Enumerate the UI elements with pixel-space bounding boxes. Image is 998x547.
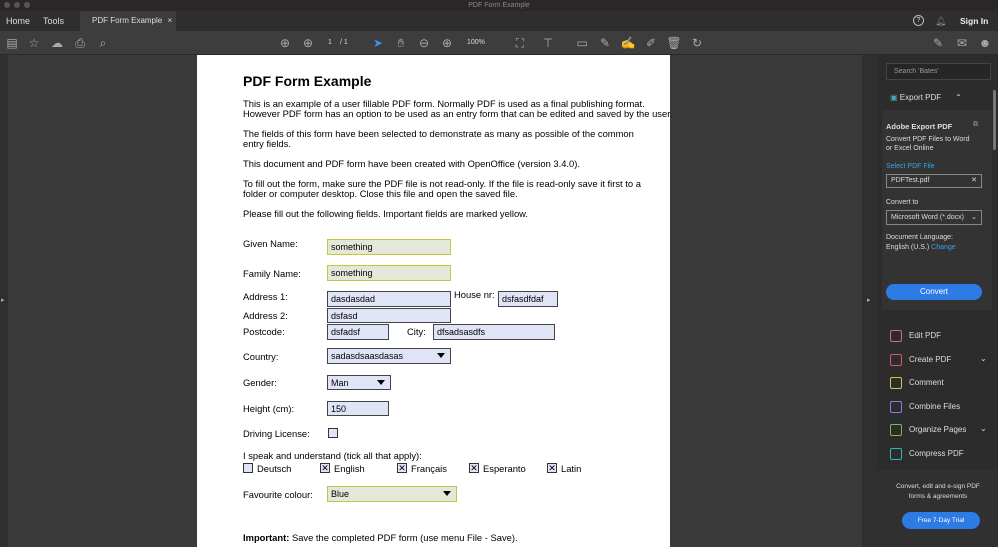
chevron-down-icon[interactable]: ⌄ xyxy=(980,424,987,433)
export-pdf-title: Export PDF xyxy=(899,93,942,102)
adobe-export-title: Adobe Export PDF xyxy=(886,122,953,131)
country-label: Country: xyxy=(243,351,279,362)
gender-value: Man xyxy=(331,378,349,388)
zoom-level[interactable]: 100% xyxy=(467,39,485,46)
language-label: Deutsch xyxy=(257,463,292,474)
address1-input[interactable]: dasdasdad xyxy=(327,291,451,307)
house-nr-label: House nr: xyxy=(454,289,495,300)
select-cursor-icon[interactable]: ➤ xyxy=(372,36,384,50)
close-tab-icon[interactable]: × xyxy=(167,16,173,25)
language-value: English (U.S.) xyxy=(886,244,930,251)
tool-label: Compress PDF xyxy=(909,448,964,458)
colour-value: Blue xyxy=(331,489,350,499)
language-checkbox-français[interactable]: ✕ xyxy=(398,463,406,473)
right-panel-toggle[interactable] xyxy=(862,55,878,547)
address2-input[interactable]: dsfasd xyxy=(327,308,451,323)
promo-area xyxy=(878,470,998,547)
left-panel-toggle[interactable] xyxy=(0,55,8,547)
organize-pages-icon xyxy=(890,424,902,436)
collapse-right-icon: ▸ xyxy=(867,297,871,304)
file-name: PDFTest.pdf xyxy=(891,177,930,184)
convert-to-label: Convert to xyxy=(886,199,919,206)
selected-file-field[interactable] xyxy=(886,174,982,188)
right-tools-panel xyxy=(878,55,998,547)
height-input[interactable]: 150 xyxy=(327,401,389,416)
zoom-in-icon[interactable]: ⊕ xyxy=(441,36,453,50)
sign-icon[interactable]: ✍ xyxy=(620,36,636,50)
promo-line-2: forms & agreements xyxy=(908,493,968,500)
paragraph-1-line-2: However PDF form has an option to be used as an entry form that can be edited and saved by the user. xyxy=(243,108,673,119)
height-label: Height (cm): xyxy=(243,403,295,414)
tab-document-label: PDF Form Example xyxy=(92,16,163,25)
given-name-label: Given Name: xyxy=(243,238,298,249)
save-icon[interactable]: ▤ xyxy=(6,36,18,50)
convert-button[interactable]: Convert xyxy=(886,284,982,300)
zoom-out-icon[interactable]: ⊖ xyxy=(418,36,430,50)
maximize-window-button[interactable] xyxy=(24,2,30,8)
driving-license-label: Driving License: xyxy=(243,428,310,439)
rotate-icon[interactable]: ↻ xyxy=(691,36,703,50)
paragraph-2-line-1: The fields of this form have been selected to demonstrate as many as possible of the common xyxy=(243,128,634,139)
export-pdf-header[interactable] xyxy=(890,93,962,102)
city-input[interactable]: dfsadsasdfs xyxy=(433,324,555,340)
language-label: Latin xyxy=(561,463,582,474)
minimize-window-button[interactable] xyxy=(14,2,20,8)
family-name-input[interactable]: something xyxy=(327,265,451,281)
paragraph-2-line-2: entry fields. xyxy=(243,138,291,149)
highlight-icon[interactable]: ✎ xyxy=(599,36,611,50)
help-icon[interactable]: ? xyxy=(913,15,924,26)
cloud-upload-icon[interactable]: ☁ xyxy=(51,36,63,50)
search-tools-input[interactable]: Search 'Bates' xyxy=(886,63,991,80)
export-desc-2: or Excel Online xyxy=(886,145,934,152)
important-note xyxy=(243,532,518,543)
languages-label: I speak and understand (tick all that apply): xyxy=(243,450,422,461)
tool-compress-pdf[interactable] xyxy=(890,448,964,460)
important-text: Save the completed PDF form (use menu File - Save). xyxy=(289,532,518,543)
given-name-input[interactable]: something xyxy=(327,239,451,255)
language-checkbox-deutsch[interactable] xyxy=(243,463,253,473)
chevron-up-icon: ⌃ xyxy=(955,93,962,102)
city-label: City: xyxy=(407,326,426,337)
tool-label: Create PDF xyxy=(909,354,952,364)
country-value: sadasdsaasdasas xyxy=(331,351,404,361)
tool-comment[interactable] xyxy=(890,377,944,389)
language-label: Esperanto xyxy=(483,463,526,474)
select-pdf-file-label: Select PDF File xyxy=(886,163,935,170)
chevron-down-icon[interactable]: ⌄ xyxy=(980,353,987,363)
prev-page-icon[interactable]: ⊕ xyxy=(279,36,291,50)
document-language-label: Document Language: xyxy=(886,234,953,241)
tool-label: Comment xyxy=(909,378,944,388)
edit-pdf-icon xyxy=(890,330,902,342)
compress-pdf-icon xyxy=(890,448,902,460)
paragraph-1-line-1: This is an example of a user fillable PDF form. Normally PDF is used as a final publishing format. xyxy=(243,98,645,109)
window-title: PDF Form Example xyxy=(468,2,530,9)
clear-file-icon[interactable]: ✕ xyxy=(971,177,977,184)
tool-label: Edit PDF xyxy=(909,331,942,341)
panel-scrollbar[interactable] xyxy=(993,90,996,150)
tool-label: Combine Files xyxy=(909,401,961,411)
next-page-icon[interactable]: ⊕ xyxy=(302,36,314,50)
close-window-button[interactable] xyxy=(4,2,10,8)
address2-label: Address 2: xyxy=(243,310,288,321)
favourite-colour-select[interactable] xyxy=(327,486,457,502)
paragraph-3: This document and PDF form have been created with OpenOffice (version 3.4.0). xyxy=(243,158,580,169)
language-checkbox-latin[interactable]: ✕ xyxy=(548,463,556,473)
chevron-down-icon xyxy=(443,491,451,496)
page-total: / 1 xyxy=(340,39,348,46)
bell-icon[interactable]: 🔔︎ xyxy=(935,16,947,26)
driving-license-checkbox[interactable] xyxy=(328,428,338,438)
delete-icon[interactable]: 🗑︎ xyxy=(666,36,682,50)
sign-in-button[interactable]: Sign In xyxy=(960,16,989,26)
tool-label: Organize Pages xyxy=(909,425,967,435)
free-trial-button[interactable]: Free 7-Day Trial xyxy=(902,512,980,529)
tool-create-pdf[interactable] xyxy=(890,353,987,366)
house-nr-input[interactable]: dsfasdfdaf xyxy=(498,291,558,307)
gender-select[interactable] xyxy=(327,375,391,390)
tab-tools[interactable]: Tools xyxy=(43,16,65,26)
change-language-link[interactable]: Change xyxy=(931,244,956,251)
account-icon[interactable]: ☻ xyxy=(978,36,992,50)
star-icon[interactable]: ☆ xyxy=(28,36,40,50)
country-select[interactable] xyxy=(327,348,451,364)
search-icon[interactable]: ⌕ xyxy=(99,36,107,50)
language-label: Français xyxy=(411,463,447,474)
export-pdf-icon: ▣ xyxy=(890,93,898,102)
toolbar xyxy=(0,31,998,55)
export-desc-1: Convert PDF Files to Word xyxy=(886,136,970,143)
family-name-label: Family Name: xyxy=(243,268,301,279)
postcode-label: Postcode: xyxy=(243,326,285,337)
document-title: PDF Form Example xyxy=(243,73,372,89)
format-select[interactable] xyxy=(886,210,982,225)
format-value: Microsoft Word (*.docx) xyxy=(891,214,964,221)
chevron-down-icon: ⌄ xyxy=(971,214,977,221)
language-checkbox-english[interactable]: ✕ xyxy=(321,463,329,473)
scroll-mode-icon[interactable]: ⊤ xyxy=(542,36,554,50)
print-icon[interactable]: ⎙ xyxy=(75,36,85,50)
email-icon[interactable]: ✉ xyxy=(956,36,968,50)
tool-organize-pages[interactable] xyxy=(890,424,987,436)
tab-home[interactable]: Home xyxy=(6,16,31,26)
address1-label: Address 1: xyxy=(243,291,288,302)
paragraph-5: Please fill out the following fields. Important fields are marked yellow. xyxy=(243,208,529,219)
tool-combine-files[interactable] xyxy=(890,401,960,413)
chevron-down-icon xyxy=(377,380,385,385)
expand-left-icon: ▸ xyxy=(1,297,5,304)
language-label: English xyxy=(334,463,365,474)
copy-icon: ⧉ xyxy=(973,121,978,128)
create-pdf-icon xyxy=(890,354,902,366)
chevron-down-icon xyxy=(437,353,445,358)
tool-edit-pdf[interactable] xyxy=(890,330,941,342)
hand-icon[interactable]: ✋︎ xyxy=(397,36,405,50)
title-bar xyxy=(0,0,998,11)
share-icon[interactable]: ✎ xyxy=(932,36,944,50)
page-current[interactable]: 1 xyxy=(328,39,332,46)
paragraph-4-line-2: folder or computer desktop. Close this file and open the saved file. xyxy=(243,188,518,199)
language-checkbox-esperanto[interactable]: ✕ xyxy=(470,463,478,473)
paragraph-4-line-1: To fill out the form, make sure the PDF file is not read-only. If the file is read-only save it first to a xyxy=(243,178,641,189)
comment-icon xyxy=(890,377,902,389)
document-language xyxy=(886,244,956,251)
fill-sign-icon[interactable]: ✐ xyxy=(645,36,657,50)
tab-document[interactable] xyxy=(80,11,176,31)
pdf-page xyxy=(197,55,673,547)
page-fit-icon[interactable]: ⛶ xyxy=(515,36,525,50)
favourite-colour-label: Favourite colour: xyxy=(243,489,313,500)
promo-line-1: Convert, edit and e-sign PDF xyxy=(896,483,980,490)
gender-label: Gender: xyxy=(243,377,277,388)
combine-files-icon xyxy=(890,401,902,413)
important-label: Important: xyxy=(243,532,290,543)
tab-bar xyxy=(0,11,998,31)
postcode-input[interactable]: dsfadsf xyxy=(327,324,389,340)
comment-icon[interactable]: ▭ xyxy=(576,36,588,50)
